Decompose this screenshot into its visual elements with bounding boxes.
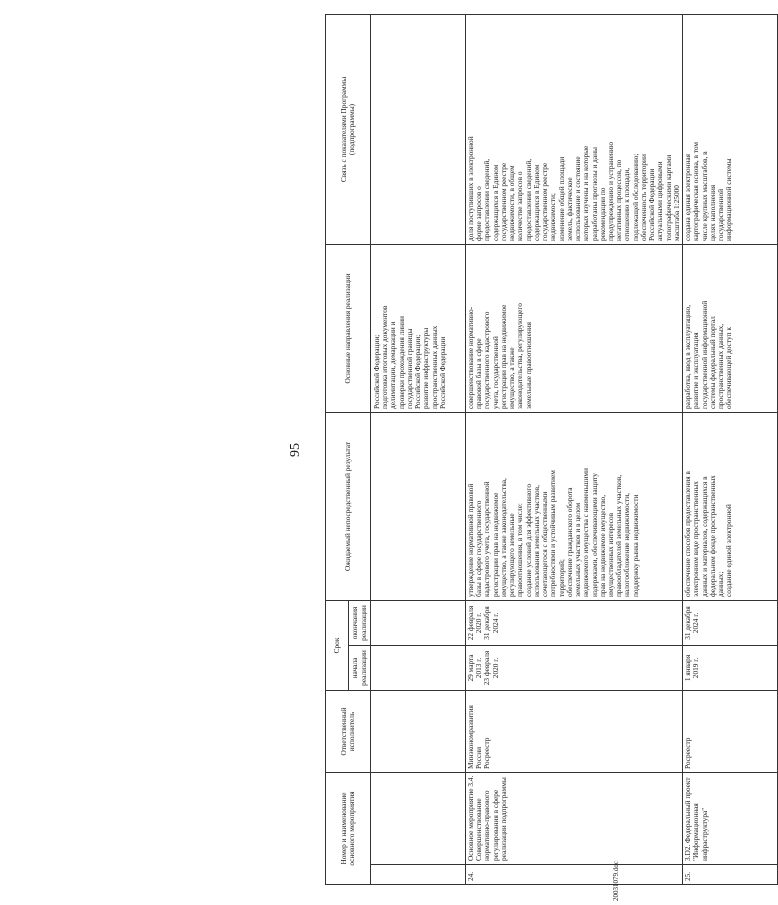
header-name: Номер и наименование основного мероприятия xyxy=(326,772,371,884)
header-executor: Ответственный исполнитель xyxy=(326,690,371,772)
table-row xyxy=(466,14,683,884)
event-name: 3.D2. Федеральный проект "Информационная инфраструктура" xyxy=(683,772,778,864)
table-row-continuation xyxy=(371,14,466,884)
expected-result: обеспечение способов предоставления в электронном виде пространственных данных и материалов, содержащихся в федеральном фонде пространственных данных; создание единой электронной xyxy=(683,412,778,600)
header-directions: Основные направления реализации xyxy=(326,244,371,412)
start-date: 29 марта 2013 г. 23 февраля 2020 г. xyxy=(466,645,683,690)
end-date: 22 февраля 2020 г. 31 декабря 2024 г. xyxy=(466,600,683,645)
event-name: Основное мероприятие 3.4. Совершенствование нормативно-правового регулирования в сфере реализации подпрограммы xyxy=(466,772,683,864)
executor: Росреестр xyxy=(683,690,778,772)
directions: разработка, ввод в эксплуатацию, развитие и эксплуатация государственной информационной системы федеральный портал пространственных данных, обеспечивающей доступ к xyxy=(683,244,778,412)
header-link: Связь с показателями Программы (подпрограммы) xyxy=(326,14,371,244)
header-term: Срок xyxy=(326,600,349,690)
row-number: 25. xyxy=(683,865,778,885)
program-indicators: создана единая электронная картографическая основа, в том числе крупных масштабов, в целях наполнения государственной информационной системы xyxy=(683,14,778,244)
end-date: 31 декабря 2024 г. xyxy=(683,600,778,645)
header-end: окончания реализации xyxy=(349,600,371,645)
continuation-directions: Российской Федерации; подготовка итоговых документов делимитации, демаркации и проверки прохождения линии государственной границы Российской Федерации; развитие инфраструктуры пространственных данных Российской Федерации xyxy=(371,244,466,412)
page-number: 95 xyxy=(288,443,303,457)
program-table xyxy=(325,14,778,885)
start-date: 1 января 2019 г. xyxy=(683,645,778,690)
row-number: 24. xyxy=(466,865,683,885)
expected-result: утверждение нормативной правовой базы в сфере государственного кадастрового учета, государственной регистрации прав на недвижимое имущество, а также законодательства, регулирующего земельные правоотношения, в том числе: создание условий для эффективного использования земельных участков, сочетающегося с общественными потребностями и устойчивым развитием территорий; обеспечение гражданского оборота земельных участков и в целом недвижимого имущества с наименьшими издержками, обеспечивающими защиту прав на недвижимое имущество, имущественных интересов правообладателей земельных участков, налогообложение недвижимости, поддержку рынка недвижимости xyxy=(466,412,683,600)
footer-filename: 20031079.doc xyxy=(612,861,620,901)
table-row xyxy=(683,14,778,884)
header-result: Ожидаемый непосредственный результат xyxy=(326,412,371,600)
directions: совершенствование нормативно- правовой базы в сфере государственного кадастрового учета, государственной регистрации прав на недвижимое имущество, а также законодательства, регулирующего земельные правоотношения xyxy=(466,244,683,412)
executor: Минэкономразвития России Росреестр xyxy=(466,690,683,772)
program-indicators: доля поступивших в электронной форме запросов о предоставлении сведений, содержащихся в Едином государственном реестре недвижимости, в общем количестве запросов о предоставлении сведений, содержащихся в Едином государственном реестре недвижимости; изменение общей площади земель, фактическое использование и состояние которых изучены и на которые разработаны прогнозы и даны рекомендации по предупреждению и устранению негативных процессов, по отношению к площади, подлежащей обследованию; обеспеченность территории Российской Федерации актуальными цифровыми топографическими картами масштаба 1:25000 xyxy=(466,14,683,244)
header-start: начала реализации xyxy=(349,645,371,690)
